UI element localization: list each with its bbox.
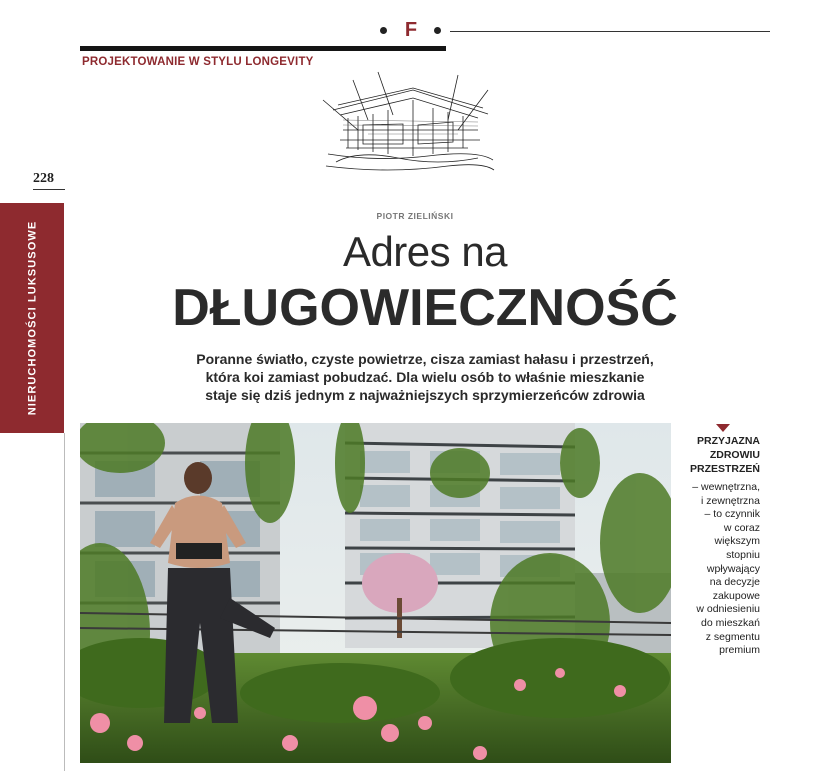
caption-heading-line: ZDROWIU: [709, 449, 760, 461]
title-line-1: Adres na: [342, 228, 508, 275]
margin-rule: [64, 433, 65, 771]
caption-line: zakupowe: [712, 589, 760, 602]
caption-line: wpływający: [706, 562, 760, 575]
lead-line: staje się dziś jednym z najważniejszych sprzymierzeńców zdrowia: [205, 387, 645, 403]
section-letter: F: [404, 19, 418, 41]
rooftop-garden-photo: [80, 423, 671, 763]
caption-heading: [672, 434, 760, 476]
header-dot-left: [380, 27, 387, 34]
caption-line: – to czynnik: [704, 508, 760, 521]
caption-line: na decyzje: [709, 576, 760, 589]
caption-line: w odniesieniu: [696, 603, 760, 616]
caption-body: [672, 481, 760, 658]
side-tab-label-wrap: [0, 203, 64, 433]
caption-line: w coraz: [723, 521, 760, 534]
lead-line: która koi zamiast pobudzać. Dla wielu osób to właśnie mieszkanie: [205, 369, 645, 385]
caption-line: z segmentu: [705, 630, 760, 643]
caption-line: większym: [714, 535, 760, 548]
section-bar: [80, 46, 446, 51]
author-byline: PIOTR ZIELIŃSKI: [376, 211, 454, 221]
caption-heading-line: PRZESTRZEŃ: [689, 463, 760, 475]
side-tab-label: NIERUCHOMOŚCI LUKSUSOWE: [26, 220, 38, 416]
caption-line: premium: [719, 644, 760, 657]
header-dot-right: [434, 27, 441, 34]
header-rule: [450, 31, 770, 32]
caption-heading-line: PRZYJAZNA: [696, 435, 760, 447]
lead-paragraph: [150, 350, 700, 404]
page-number: 228: [33, 171, 54, 186]
caption-line: i zewnętrzna: [701, 494, 760, 507]
caption-line: stopniu: [726, 548, 760, 561]
caption-line: – wewnętrzna,: [692, 481, 760, 493]
caption-line: do mieszkań: [701, 616, 760, 629]
lead-line: Poranne światło, czyste powietrze, cisza zamiast hałasu i przestrzeń,: [196, 351, 654, 367]
section-title: PROJEKTOWANIE W STYLU LONGEVITY: [82, 56, 314, 68]
page-number-rule: [33, 189, 65, 190]
caption-marker: [716, 424, 730, 432]
architecture-sketch-image: [318, 70, 498, 182]
title-line-2: DŁUGOWIECZNOŚĆ: [172, 279, 678, 337]
